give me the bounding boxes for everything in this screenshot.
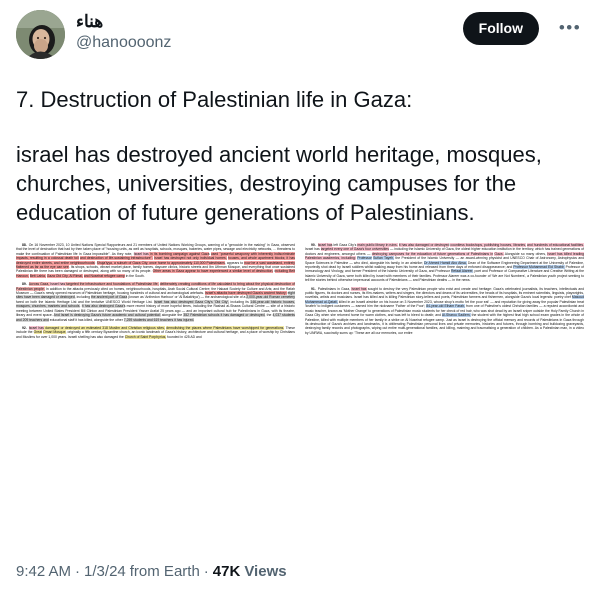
views-label: Views [244, 563, 287, 580]
paragraph-text: Israel has damaged or destroyed an estimated 318 Muslim and Christian religious sites, demolishing the places where Palestinians have worshipped for generations. These include the Great Omari Mosque, originally a fifth century Byzantine church, an iconic landmark of Gaza's history, architecture and cultural heritage, and a place of worship by Christians and Muslims for over 1,000 years. Israeli shelling has also damaged the Church of Saint Porphyrius, founded in 425 AD and [16, 325, 296, 339]
more-horizontal-icon[interactable]: ••• [558, 18, 582, 37]
paragraph-number: 92. [22, 325, 27, 330]
paragraph-number: 91. [311, 286, 316, 291]
document-paragraph [16, 326, 295, 339]
tweet-heading: 7. Destruction of Palestinian life in Gaza: [16, 87, 413, 112]
paragraph-text: Palestinians in Gaza, Israel has sought to destroy the very Palestinian people who exist and create and heritage: Gaza's celebrated journalists, its teachers, intellectuals and public figures, its doctors and nurses, its film-makers, writers and singers, the directors and deans of its universities, the heads of its hospitals, its eminent scientists, linguists, playwrights, novelists, artists and musicians. Israel has killed and is killing Palestinian story-tellers and poets, Palestinian farmers and fishermen, alongside Gaza's local legends: poetry chef Masoud Muhammad al-Qatati, killed in an Israeli airstrike on his house on 3 November 2023, whose shop's motto 'let the poor eat' — and reputation for giving away the popular Palestinian treat 'knafeh' to indigent customers — earned him the nickname 'Father of the Poor'; 84-year-old Elham Farah, from one of Palestine's oldest Christian families — a reputed accordionist and music teacher, known as 'Mother Orange' to generations of Palestinian music students for her check of red hair, who was shot dead by an Israeli sniper outside the Holy Family Church in Gaza City when she returned home for warm clothes, and was left to bleed to death; and Al-Sharou Sadlem, the student with the highest final high school exam grades in the whole of Palestine, killed with multiple members of her family in a strike on Al Nuseirat refugee camp. Just as Israel is destroying the official memory and records of Palestinians in Gaza through its destruction of Gaza's archives and landmarks, it is obliterating Palestinian personal lives and private memories, histories and futures, through bombing and bulldozing graveyards, destroying family records and photographs, wiping out entire multi-generational families, and killing, maiming and traumatising a generation of children. As a Palestinian man, in a video by UNRWA, succinctly sums up: 'These are all our memories, our entire [305, 286, 584, 335]
views-count: 47K [212, 563, 241, 580]
post-time: 9:42 AM [16, 563, 72, 580]
document-left-column [16, 243, 295, 511]
display-name: هناء [76, 12, 104, 31]
document-paragraph [305, 287, 584, 335]
footer-separator: · [75, 563, 81, 580]
avatar[interactable] [16, 10, 65, 59]
paragraph-text: Israel has left Gaza City's main public library in ruins. It has also damaged or destroyed countless bookshops, publishing houses, libraries, and hundreds of educational facilities. Israel has targeted every one of Gaza's four universities — including the Islamic University of Gaza, the oldest higher education institution in the territory, which has trained generations of doctors and engineers, amongst others — destroying campuses for the education of future generations of Palestinians in Gaza. Alongside so many others, Israel has killed leading Palestinian academics, including: Professor Sufian Tayeh, the President of the Islamic University — an award-winning physicist and UNESCO Chair of Astronomy, Astrophysics and Space Sciences in Palestine — who died, alongside his family, in an airstrike; Dr Ahmed Hamdi Abo Absa, Dean of the Software Engineering Department at the University of Palestine, reportedly shot dead by Israeli soldiers whilst walking away from his home and released from three days of enforced disappearance; and Professor Muhammad Eid Shabir, Professor of Immunology and Virology, and former President of the Islamic University of Gaza, and Professor Refaat Alareer, poet and Professor of Comparative Literature and Creative Writing at the Islamic University of Gaza, were both killed by Israel with members of their families. Professor Alareer was a co-founder of 'We are Not Numbers', a Palestinian youth project seeking to tell the stories behind otherwise impersonal accounts of Palestinians — and Palestinian deaths — in the news. [305, 243, 584, 283]
paragraph-number: 90. [311, 243, 316, 247]
paragraph-text: On 16 November 2023, 10 United Nations Special Rapporteurs and 21 members of United Nations Working Groups, warning of a "genocide in the making" in Gaza, observed that the level of destruction that had by then taken place of "housing units, as well as hospitals, schools, mosques, bakeries, water pipes, sewage and electricity networks, ... threatens to make the continuation of Palestinian life in Gaza impossible". As they note, Israel has in its bombing campaign against Gaza used "powerful weaponry with inherently indiscriminate impacts, resulting in a colossal death toll and destruction of life-sustaining infrastructure". Israel has destroyed not only individual homes, houses, and whole apartment blocks; it has destroyed entire streets, and entire neighbourhoods: Shuja'iyya, a suburb of Gaza City, once home to approximately 110,000 Palestinians, appears to now be a vast wasteland, entirely flattened as far as the eye can see. Its shops, schools, vibrant market place, family homes, daycare clinics, historic streets and Ibn Uthman Mosque, and everything that once sustained Palestinian life there has been damaged or destroyed, along with so many of its people. Other areas in Gaza appear to have experienced a similar level of destruction, including Beit Hanoun, Beit Lahia, Gaza Old City, Al Rimal, and Nuseirat refugee camp in the South. [16, 243, 295, 278]
paragraph-number: 88. [22, 243, 27, 247]
tweet-body [16, 72, 584, 227]
document-right-column [305, 243, 584, 511]
tweet-header [16, 10, 584, 72]
follow-button[interactable]: Follow [463, 12, 539, 45]
paragraph-number: 89. [22, 282, 27, 287]
document-paragraph [16, 282, 295, 322]
paragraph-text: Across Gaza, Israel has targeted the infrastructure and foundations of Palestinian life, deliberately creating conditions of life calculated to bring about the physical destruction of Palestinian people. In addition to the attacks previously cited on homes, neighbourhoods, hospitals, Arab Social Cultural Centre; the Hakawi Society for Culture and Arts; and the Rafah Museum — Gaza's newly opened museum of Palestinian heritage, housing hundreds of cultural and archaeological artefacts. Israel's attacks have destroyed Gaza's ancient history: eight sites have been damaged or destroyed, including the ancient port of Gaza (known as 'Anthedon Harbour' or 'Al Balakhiya') — the archaeological site of a 2,000-year-old Roman cemetery fared on both the Islamic Heritage List and the tentative UNESCO World Heritage List. Israel has also destroyed Gaza City's 'Old City', including its 146-year-old historic houses, mosques, churches, markets and schools. It has also destroyed Gaza's more recent history of more hopeful times, including the Rashad al-Shawa Cultural Centre — site of a historic meeting between United States President Bill Clinton and Palestinian President Yasser Arafat 25 years ago — and an important cultural hub for Palestinians in Gaza, with its theatre, library and event space. And Israel is destroying Gaza's future academic and cultural potential: alongside the 352 Palestinian schools it has damaged or destroyed, the 4,037 students and 209 teachers and educational staff it has killed, alongside the other 7,259 students and 619 teachers it has injured. [16, 282, 296, 322]
tweet-footer [16, 562, 287, 582]
document-paragraph [305, 243, 584, 283]
footer-separator: · [203, 563, 209, 580]
post-date: 1/3/24 [84, 563, 126, 580]
author-identity[interactable] [76, 10, 452, 53]
document-image[interactable] [16, 241, 584, 511]
document-paragraph [16, 243, 295, 278]
handle: @hanoooonz [76, 34, 172, 51]
tweet-statement: israel has destroyed ancient world heritage, mosques, churches, universities, destroying campuses for the education of future generations of Palestinians. [16, 142, 542, 225]
post-source: from Earth [129, 563, 200, 580]
